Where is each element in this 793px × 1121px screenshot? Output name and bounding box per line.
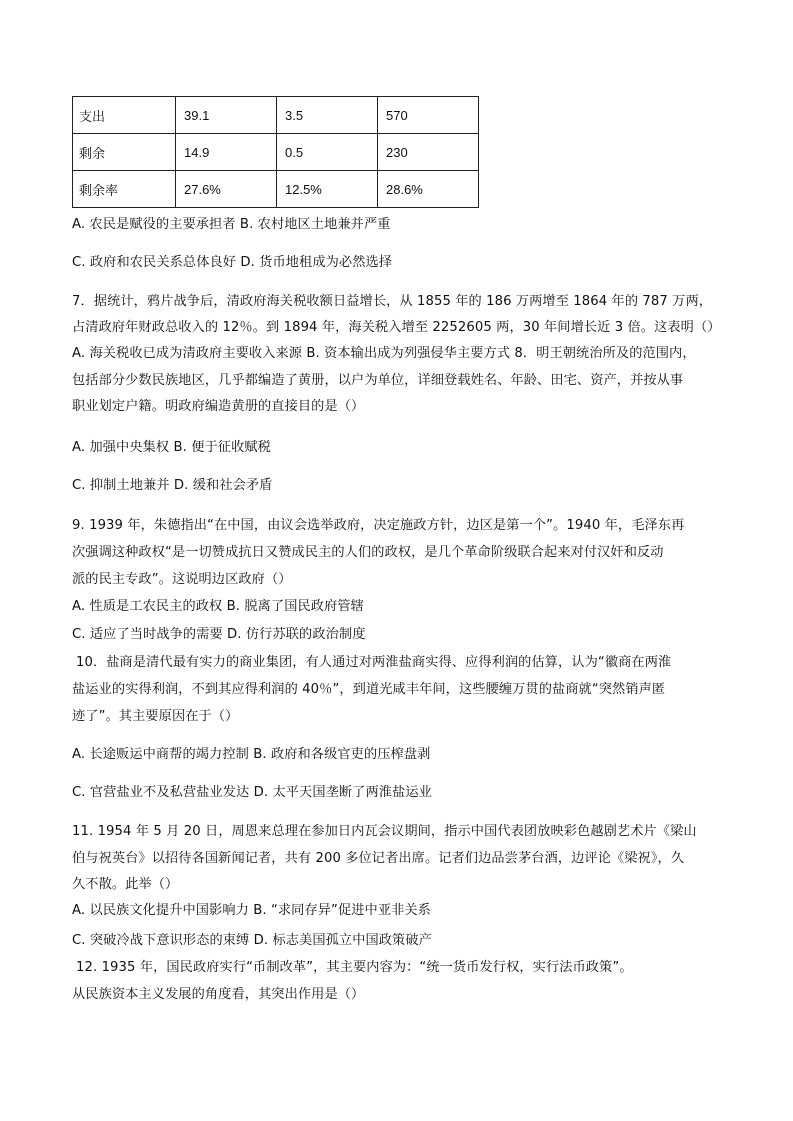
option-line: C. 适应了当时战争的需要 D. 仿行苏联的政治制度	[72, 627, 366, 642]
option-line: C. 突破冷战下意识形态的束缚 D. 标志美国孤立中国政策破产	[72, 933, 432, 948]
question-9-text: 派的民主专政”。这说明边区政府（）	[72, 572, 292, 587]
option-line: C. 官营盐业不及私营盐业发达 D. 太平天国垄断了两淮盐运业	[72, 785, 432, 800]
option-line: A. 性质是工农民主的政权 B. 脱离了国民政府管辖	[72, 599, 364, 614]
question-9-text: 9. 1939 年，朱德指出“在中国，由议会选举政府，决定施政方针，边区是第一个”。1940 年，毛泽东再	[72, 518, 685, 533]
question-12-text: 12. 1935 年，国民政府实行“币制改革”，其主要内容为：“统一货币发行权，实行法币政策”。	[76, 960, 633, 975]
option-line: A. 以民族文化提升中国影响力 B. “求同存异”促进中亚非关系	[72, 903, 431, 918]
question-10-text: 10．盐商是清代最有实力的商业集团，有人通过对两淮盐商实得、应得利润的估算，认为“徽商在两淮	[76, 655, 672, 670]
table-row	[73, 134, 479, 171]
question-9-text: 次强调这种政权“是一切赞成抗日又赞成民主的人们的政权，是几个革命阶级联合起来对付汉奸和反动	[72, 545, 664, 560]
table-cell: 支出	[73, 97, 176, 134]
table-cell: 12.5%	[277, 171, 378, 208]
table-row	[73, 97, 479, 134]
option-line: A. 加强中央集权 B. 便于征收赋税	[72, 440, 271, 455]
question-11-text: 伯与祝英台》以招待各国新闻记者，共有 200 多位记者出席。记者们边品尝茅台酒，边评论《梁祝》，久	[72, 851, 685, 866]
option-line: C. 抑制土地兼并 D. 缓和社会矛盾	[72, 478, 273, 493]
table-cell: 28.6%	[378, 171, 479, 208]
question-8-text: 职业划定户籍。明政府编造黄册的直接目的是（）	[72, 399, 365, 414]
table-cell: 39.1	[176, 97, 277, 134]
question-12-text: 从民族资本主义发展的角度看，其突出作用是（）	[72, 987, 365, 1002]
option-line: A. 海关税收已成为清政府主要收入来源 B. 资本输出成为列强侵华主要方式 8．明王朝统治所及的范围内，	[72, 346, 696, 361]
table-cell: 230	[378, 134, 479, 171]
table-row	[73, 171, 479, 208]
option-line: A. 长途贩运中商帮的竭力控制 B. 政府和各级官吏的压榨盘剥	[72, 747, 431, 762]
table-cell: 570	[378, 97, 479, 134]
table-cell: 14.9	[176, 134, 277, 171]
option-line: C. 政府和农民关系总体良好 D. 货币地租成为必然选择	[72, 255, 393, 270]
table-cell: 剩余	[73, 134, 176, 171]
table-cell: 3.5	[277, 97, 378, 134]
table-cell: 0.5	[277, 134, 378, 171]
option-line: A. 农民是赋役的主要承担者 B. 农村地区土地兼并严重	[72, 217, 391, 232]
question-8-text: 包括部分少数民族地区，几乎都编造了黄册，以户为单位，详细登载姓名、年龄、田宅、资产，并按从事	[72, 373, 684, 388]
question-11-text: 11. 1954 年 5 月 20 日，周恩来总理在参加日内瓦会议期间，指示中国代表团放映彩色越剧艺术片《梁山	[72, 824, 697, 839]
question-10-text: 迹了”。其主要原因在于（）	[72, 709, 239, 724]
table-cell: 剩余率	[73, 171, 176, 208]
finance-table	[72, 96, 479, 208]
table-cell: 27.6%	[176, 171, 277, 208]
question-7-text: 7．据统计，鸦片战争后，清政府海关税收额日益增长，从 1855 年的 186 万两增至 1864 年的 787 万两，	[72, 294, 713, 309]
question-7-text: 占清政府年财政总收入的 12％。到 1894 年，海关税入增至 2252605 两，30 年间增长近 3 倍。这表明（）	[72, 320, 721, 335]
question-11-text: 久不散。此举（）	[72, 877, 179, 892]
question-10-text: 盐运业的实得利润，不到其应得利润的 40％”，到道光咸丰年间，这些腰缠万贯的盐商就“突然销声匿	[72, 682, 666, 697]
